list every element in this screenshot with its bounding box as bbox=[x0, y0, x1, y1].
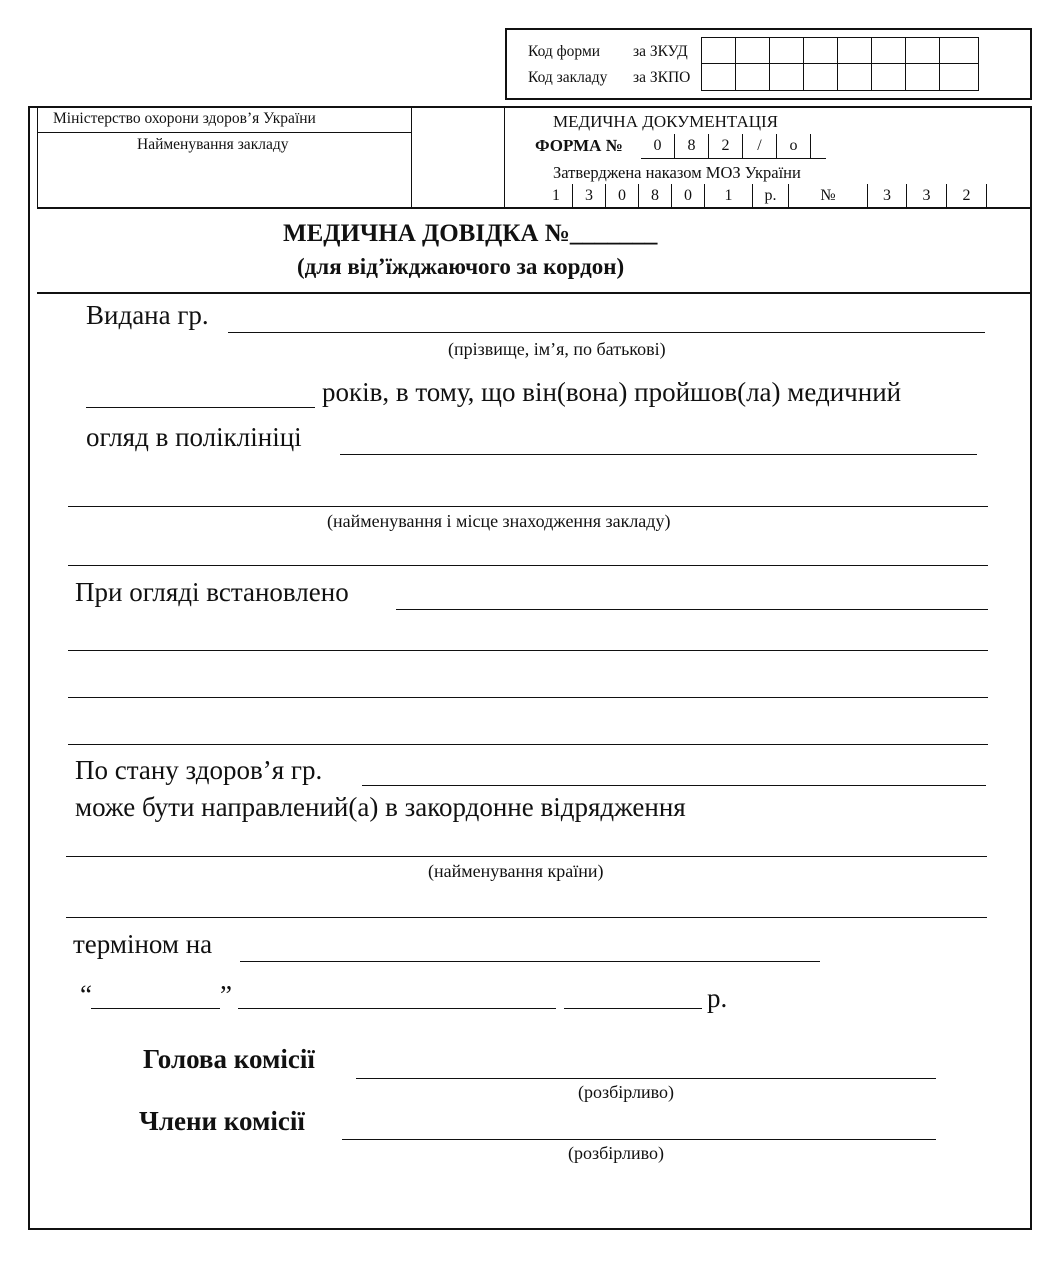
order-number-digit: 2 bbox=[947, 184, 987, 208]
members-hint: (розбірливо) bbox=[568, 1143, 665, 1163]
date-close-quote: ” bbox=[220, 980, 232, 1010]
exam-found-label: При огляді встановлено bbox=[75, 577, 349, 607]
date-day-field[interactable] bbox=[91, 1008, 220, 1009]
form-digit: 0 bbox=[641, 134, 675, 158]
form-digit: о bbox=[777, 134, 811, 158]
form-number-digits bbox=[641, 134, 811, 158]
health-name-field[interactable] bbox=[362, 785, 986, 786]
date-month-field[interactable] bbox=[238, 1008, 556, 1009]
findings-field-line-4[interactable] bbox=[68, 744, 988, 745]
institution-name-label: Найменування закладу bbox=[137, 136, 289, 153]
members-signature-field[interactable] bbox=[342, 1139, 936, 1140]
date-open-quote: “ bbox=[80, 980, 92, 1010]
form-digit: 2 bbox=[709, 134, 743, 158]
order-date-digit: 0 bbox=[606, 184, 639, 208]
exam-in-label: огляд в поліклініці bbox=[86, 422, 302, 452]
chairman-signature-field[interactable] bbox=[356, 1078, 936, 1079]
code-grid-lines bbox=[735, 37, 973, 91]
institution-code-label: Код закладу bbox=[528, 69, 608, 86]
findings-field-line-3[interactable] bbox=[68, 697, 988, 698]
chairman-hint: (розбірливо) bbox=[578, 1082, 675, 1102]
country-field-line-2[interactable] bbox=[66, 917, 987, 918]
order-date-digit: 8 bbox=[639, 184, 672, 208]
fullname-field[interactable] bbox=[228, 332, 985, 333]
fullname-hint: (прізвище, ім’я, по батькові) bbox=[448, 339, 666, 359]
chairman-label: Голова комісії bbox=[143, 1044, 315, 1074]
years-text: років, в тому, що він(вона) пройшов(ла) медичний bbox=[322, 377, 902, 407]
institution-code-registry: за ЗКПО bbox=[633, 69, 691, 86]
form-number-underline bbox=[641, 158, 826, 159]
date-year-suffix: р. bbox=[707, 983, 728, 1013]
approved-text: Затверджена наказом МОЗ України bbox=[553, 163, 801, 182]
order-date-digits bbox=[540, 184, 987, 208]
form-digit: 8 bbox=[675, 134, 709, 158]
title-bottom-rule bbox=[37, 292, 1030, 294]
form-code-label: Код форми bbox=[528, 43, 601, 60]
institution-hint: (найменування і місце знаходження закладу) bbox=[327, 511, 671, 531]
order-date-digit: 1 bbox=[705, 184, 753, 208]
members-label: Члени комісії bbox=[139, 1106, 305, 1136]
document-subtitle: (для від’їжджаючого за кордон) bbox=[297, 254, 625, 279]
order-year-suffix: р. bbox=[753, 184, 789, 208]
order-number-digit: 3 bbox=[867, 184, 907, 208]
country-hint: (найменування країни) bbox=[428, 861, 604, 881]
order-number-digit: 3 bbox=[907, 184, 947, 208]
order-number-sign: № bbox=[820, 187, 836, 204]
form-code-registry: за ЗКУД bbox=[633, 43, 688, 60]
country-field[interactable] bbox=[66, 856, 987, 857]
findings-field[interactable] bbox=[396, 609, 988, 610]
age-field[interactable] bbox=[86, 407, 315, 408]
term-field[interactable] bbox=[240, 961, 820, 962]
ministry-name: Міністерство охорони здоров’я України bbox=[53, 110, 316, 127]
form-digit: / bbox=[743, 134, 777, 158]
order-date-digit: 0 bbox=[672, 184, 705, 208]
order-date-digit: 1 bbox=[540, 184, 573, 208]
may-be-sent-text: може бути направлений(а) в закордонне відрядження bbox=[75, 792, 686, 822]
header-divider-2 bbox=[504, 106, 505, 208]
date-year-field[interactable] bbox=[564, 1008, 702, 1009]
term-label: терміном на bbox=[73, 929, 213, 959]
clinic-field-line-3[interactable] bbox=[68, 565, 988, 566]
clinic-field[interactable] bbox=[340, 454, 977, 455]
findings-field-line-2[interactable] bbox=[68, 650, 988, 651]
form-label: ФОРМА № bbox=[535, 136, 623, 155]
header-left-inner-border bbox=[37, 106, 38, 208]
doc-type: МЕДИЧНА ДОКУМЕНТАЦІЯ bbox=[553, 112, 779, 131]
issued-to-label: Видана гр. bbox=[86, 300, 209, 330]
document-title: МЕДИЧНА ДОВІДКА №_______ bbox=[283, 220, 658, 247]
clinic-field-line-2[interactable] bbox=[68, 506, 988, 507]
order-date-digit: 3 bbox=[573, 184, 606, 208]
health-state-label: По стану здоров’я гр. bbox=[75, 755, 323, 785]
